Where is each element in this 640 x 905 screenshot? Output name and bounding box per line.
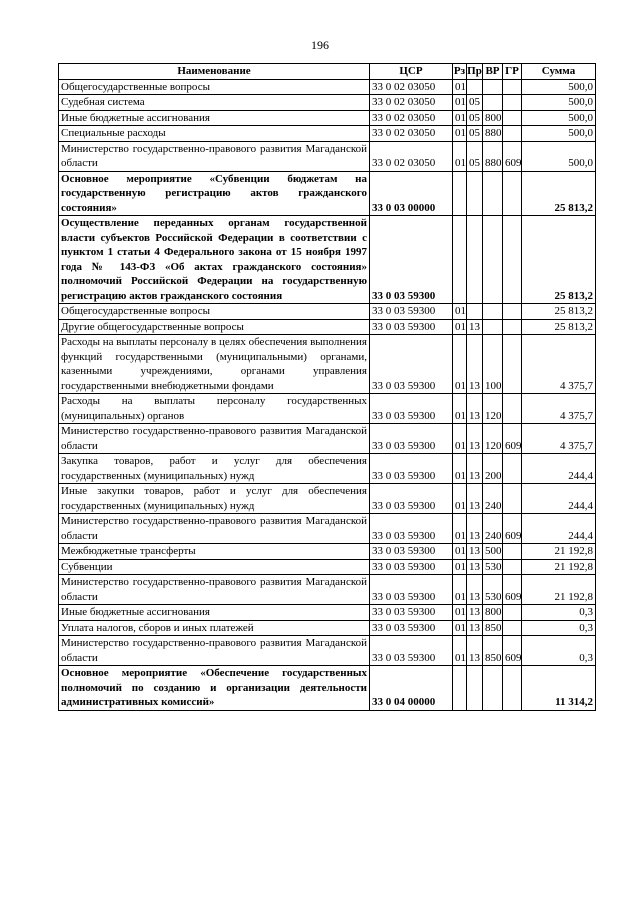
cell-vr: 800: [483, 110, 503, 126]
cell-gr: [503, 304, 522, 320]
cell-csr: 33 0 03 00000: [370, 171, 453, 216]
cell-rz: [453, 216, 467, 304]
cell-csr: 33 0 03 59300: [370, 575, 453, 605]
cell-pr: [467, 216, 483, 304]
cell-csr: 33 0 04 00000: [370, 666, 453, 711]
cell-vr: 240: [483, 484, 503, 514]
cell-pr: 13: [467, 319, 483, 335]
table-row: [59, 559, 596, 575]
table-row: [59, 484, 596, 514]
cell-csr: 33 0 03 59300: [370, 319, 453, 335]
header-csr: ЦСР: [370, 64, 453, 80]
cell-sum: 25 813,2: [522, 171, 596, 216]
cell-rz: 01: [453, 605, 467, 621]
header-name: Наименование: [59, 64, 370, 80]
cell-name: Расходы на выплаты персоналу в целях обеспечения выполнения функций государственными (муниципальными) органами, казенными учреждениями, органами управления государственными внебюджетными фондами: [59, 335, 370, 394]
budget-table: [58, 63, 596, 711]
page-number: 196: [311, 38, 329, 52]
cell-sum: 21 192,8: [522, 559, 596, 575]
cell-csr: 33 0 03 59300: [370, 636, 453, 666]
cell-name: Основное мероприятие «Обеспечение государственных полномочий по созданию и организации деятельности административных комиссий»: [59, 666, 370, 711]
cell-name: Уплата налогов, сборов и иных платежей: [59, 620, 370, 636]
cell-gr: [503, 171, 522, 216]
cell-name: Иные бюджетные ассигнования: [59, 110, 370, 126]
cell-gr: 609: [503, 575, 522, 605]
cell-sum: 500,0: [522, 79, 596, 95]
table-row: [59, 141, 596, 171]
cell-vr: 850: [483, 620, 503, 636]
cell-csr: 33 0 03 59300: [370, 216, 453, 304]
cell-csr: 33 0 03 59300: [370, 514, 453, 544]
cell-name: Министерство государственно-правового развития Магаданской области: [59, 575, 370, 605]
table-header-row: [59, 64, 596, 80]
header-vr: ВР: [483, 64, 503, 80]
cell-rz: 01: [453, 620, 467, 636]
cell-sum: 0,3: [522, 636, 596, 666]
table-row: [59, 216, 596, 304]
cell-sum: 25 813,2: [522, 304, 596, 320]
header-sum: Сумма: [522, 64, 596, 80]
cell-gr: [503, 484, 522, 514]
cell-gr: [503, 319, 522, 335]
header-pr: Пр: [467, 65, 482, 77]
cell-name: Расходы на выплаты персоналу государственных (муниципальных) органов: [59, 394, 370, 424]
cell-sum: 500,0: [522, 126, 596, 142]
cell-name: Общегосударственные вопросы: [59, 304, 370, 320]
cell-sum: 500,0: [522, 141, 596, 171]
cell-csr: 33 0 02 03050: [370, 110, 453, 126]
cell-sum: 4 375,7: [522, 424, 596, 454]
cell-pr: [467, 304, 483, 320]
table-row: [59, 110, 596, 126]
cell-csr: 33 0 03 59300: [370, 620, 453, 636]
cell-gr: [503, 126, 522, 142]
table-row: [59, 424, 596, 454]
cell-name: Другие общегосударственные вопросы: [59, 319, 370, 335]
cell-rz: 01: [453, 484, 467, 514]
cell-pr: 05: [467, 126, 483, 142]
cell-sum: 25 813,2: [522, 319, 596, 335]
cell-name: Общегосударственные вопросы: [59, 79, 370, 95]
cell-sum: 0,3: [522, 620, 596, 636]
cell-name: Судебная система: [59, 95, 370, 111]
cell-sum: 500,0: [522, 110, 596, 126]
cell-rz: 01: [453, 95, 467, 111]
cell-rz: 01: [453, 544, 467, 560]
cell-name: Закупка товаров, работ и услуг для обеспечения государственных (муниципальных) нужд: [59, 454, 370, 484]
cell-vr: [483, 171, 503, 216]
table-row: [59, 126, 596, 142]
cell-pr: [467, 666, 483, 711]
cell-gr: 609: [503, 141, 522, 171]
cell-sum: 21 192,8: [522, 544, 596, 560]
table-body: [59, 79, 596, 710]
cell-name: Субвенции: [59, 559, 370, 575]
cell-pr: [467, 171, 483, 216]
cell-pr: 05: [467, 95, 483, 111]
cell-name: Министерство государственно-правового развития Магаданской области: [59, 141, 370, 171]
cell-csr: 33 0 03 59300: [370, 424, 453, 454]
cell-pr: 13: [467, 484, 483, 514]
table-row: [59, 666, 596, 711]
cell-name: Основное мероприятие «Субвенции бюджетам на государственную регистрацию актов гражданского состояния»: [59, 171, 370, 216]
cell-sum: 21 192,8: [522, 575, 596, 605]
cell-gr: [503, 79, 522, 95]
cell-vr: [483, 319, 503, 335]
cell-csr: 33 0 03 59300: [370, 559, 453, 575]
cell-name: Иные закупки товаров, работ и услуг для обеспечения государственных (муниципальных) нужд: [59, 484, 370, 514]
cell-rz: 01: [453, 575, 467, 605]
cell-csr: 33 0 03 59300: [370, 544, 453, 560]
header-rz: Рз: [453, 65, 466, 77]
cell-sum: 4 375,7: [522, 335, 596, 394]
cell-vr: [483, 79, 503, 95]
cell-vr: 800: [483, 605, 503, 621]
cell-vr: [483, 95, 503, 111]
cell-pr: 13: [467, 544, 483, 560]
cell-name: Специальные расходы: [59, 126, 370, 142]
cell-vr: 120: [483, 424, 503, 454]
cell-vr: [483, 216, 503, 304]
cell-sum: 244,4: [522, 514, 596, 544]
table-row: [59, 620, 596, 636]
cell-vr: 240: [483, 514, 503, 544]
cell-vr: 100: [483, 335, 503, 394]
cell-vr: 850: [483, 636, 503, 666]
table-row: [59, 514, 596, 544]
cell-gr: 609: [503, 424, 522, 454]
cell-gr: [503, 216, 522, 304]
cell-rz: 01: [453, 304, 467, 320]
cell-pr: 13: [467, 575, 483, 605]
cell-rz: 01: [453, 110, 467, 126]
cell-pr: 13: [467, 636, 483, 666]
cell-rz: 01: [453, 514, 467, 544]
cell-pr: 13: [467, 620, 483, 636]
cell-name: Осуществление переданных органам государственной власти субъектов Российской Федерации в соответствии с пунктом 1 статьи 4 Федерального закона от 15 ноября 1997 года № 143-ФЗ «Об актах гражданского состояния» полномочий Российской Федерации на государственную регистрацию актов гражданского состояния: [59, 216, 370, 304]
cell-gr: [503, 559, 522, 575]
cell-gr: [503, 95, 522, 111]
table-row: [59, 575, 596, 605]
cell-rz: 01: [453, 79, 467, 95]
cell-rz: 01: [453, 424, 467, 454]
cell-gr: [503, 620, 522, 636]
cell-pr: 05: [467, 110, 483, 126]
cell-vr: 530: [483, 575, 503, 605]
cell-rz: [453, 666, 467, 711]
cell-rz: 01: [453, 394, 467, 424]
cell-vr: 530: [483, 559, 503, 575]
cell-csr: 33 0 03 59300: [370, 394, 453, 424]
cell-pr: 13: [467, 514, 483, 544]
cell-gr: [503, 666, 522, 711]
cell-vr: 120: [483, 394, 503, 424]
table-row: [59, 171, 596, 216]
cell-csr: 33 0 03 59300: [370, 484, 453, 514]
cell-rz: 01: [453, 636, 467, 666]
cell-name: Министерство государственно-правового развития Магаданской области: [59, 424, 370, 454]
cell-rz: 01: [453, 141, 467, 171]
cell-pr: 13: [467, 394, 483, 424]
cell-vr: 500: [483, 544, 503, 560]
table-row: [59, 95, 596, 111]
cell-sum: 244,4: [522, 454, 596, 484]
cell-csr: 33 0 03 59300: [370, 454, 453, 484]
cell-gr: [503, 544, 522, 560]
cell-csr: 33 0 02 03050: [370, 141, 453, 171]
cell-pr: 05: [467, 141, 483, 171]
cell-pr: [467, 79, 483, 95]
header-gr: ГР: [503, 64, 522, 80]
cell-sum: 4 375,7: [522, 394, 596, 424]
cell-rz: 01: [453, 319, 467, 335]
cell-vr: 880: [483, 126, 503, 142]
cell-pr: 13: [467, 424, 483, 454]
cell-pr: 13: [467, 335, 483, 394]
table-row: [59, 394, 596, 424]
table-row: [59, 319, 596, 335]
cell-csr: 33 0 02 03050: [370, 79, 453, 95]
cell-gr: [503, 110, 522, 126]
cell-name: Министерство государственно-правового развития Магаданской области: [59, 514, 370, 544]
table-row: [59, 79, 596, 95]
cell-sum: 500,0: [522, 95, 596, 111]
cell-gr: [503, 605, 522, 621]
cell-sum: 25 813,2: [522, 216, 596, 304]
cell-pr: 13: [467, 454, 483, 484]
cell-pr: 13: [467, 605, 483, 621]
cell-sum: 11 314,2: [522, 666, 596, 711]
cell-name: Иные бюджетные ассигнования: [59, 605, 370, 621]
cell-sum: 0,3: [522, 605, 596, 621]
cell-gr: 609: [503, 636, 522, 666]
cell-rz: 01: [453, 126, 467, 142]
cell-rz: 01: [453, 335, 467, 394]
table-row: [59, 544, 596, 560]
cell-pr: 13: [467, 559, 483, 575]
cell-sum: 244,4: [522, 484, 596, 514]
cell-gr: [503, 454, 522, 484]
cell-rz: 01: [453, 559, 467, 575]
cell-rz: 01: [453, 454, 467, 484]
cell-vr: 880: [483, 141, 503, 171]
cell-gr: [503, 394, 522, 424]
cell-vr: 200: [483, 454, 503, 484]
cell-csr: 33 0 03 59300: [370, 304, 453, 320]
cell-vr: [483, 304, 503, 320]
table-row: [59, 335, 596, 394]
cell-vr: [483, 666, 503, 711]
cell-csr: 33 0 02 03050: [370, 95, 453, 111]
cell-csr: 33 0 02 03050: [370, 126, 453, 142]
table-row: [59, 636, 596, 666]
table-row: [59, 605, 596, 621]
cell-name: Министерство государственно-правового развития Магаданской области: [59, 636, 370, 666]
table-row: [59, 304, 596, 320]
cell-gr: 609: [503, 514, 522, 544]
table-row: [59, 454, 596, 484]
cell-gr: [503, 335, 522, 394]
cell-csr: 33 0 03 59300: [370, 605, 453, 621]
cell-name: Межбюджетные трансферты: [59, 544, 370, 560]
cell-csr: 33 0 03 59300: [370, 335, 453, 394]
cell-rz: [453, 171, 467, 216]
